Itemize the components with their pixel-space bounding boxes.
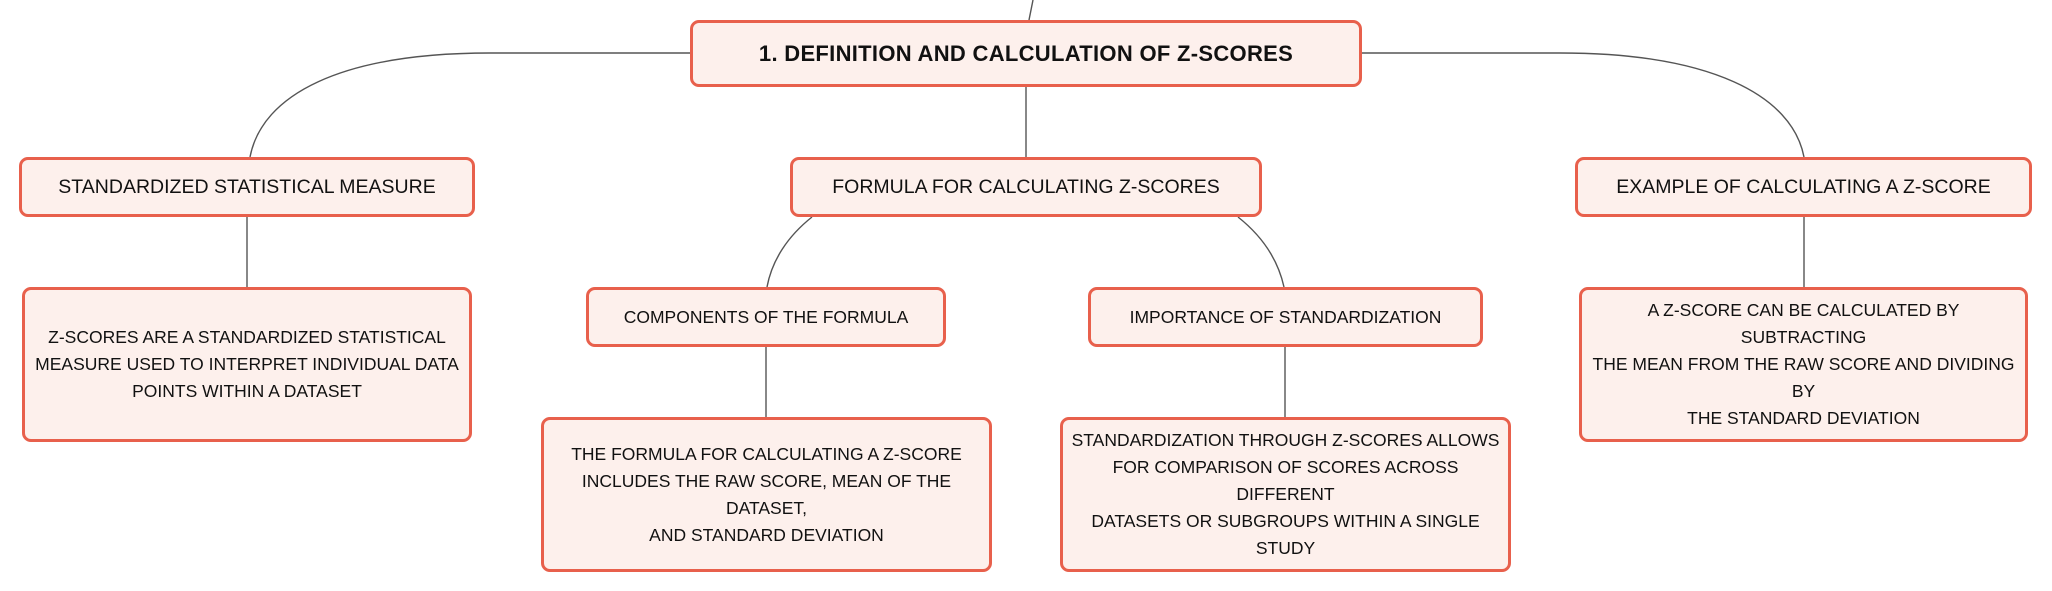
connector-root-to-example [1362, 53, 1804, 157]
detail-line: FOR COMPARISON OF SCORES ACROSS DIFFERENT [1112, 457, 1459, 504]
detail-line: STANDARDIZATION THROUGH Z-SCORES ALLOWS [1071, 430, 1500, 450]
detail-line: AND STANDARD DEVIATION [649, 524, 884, 545]
detail-text [548, 441, 985, 549]
detail-text [1586, 297, 2021, 432]
topic-formula-for-calculating[interactable] [790, 157, 1262, 217]
root-topic-node[interactable] [690, 20, 1362, 87]
subtopic-components-of-formula[interactable] [586, 287, 946, 347]
topic-label: STANDARDIZED STATISTICAL MEASURE [58, 175, 436, 198]
topic-standardized-statistical-measure[interactable] [19, 157, 475, 217]
detail-importance-of-standardization[interactable] [1060, 417, 1511, 572]
subtopic-label: COMPONENTS OF THE FORMULA [623, 306, 909, 327]
topic-label: FORMULA FOR CALCULATING Z-SCORES [832, 175, 1220, 198]
subtopic-importance-of-standardization[interactable] [1088, 287, 1483, 347]
detail-example-calculation[interactable] [1579, 287, 2028, 442]
topic-example-of-calculating[interactable] [1575, 157, 2032, 217]
connector-formula-to-components [767, 217, 812, 287]
connector-formula-to-importance [1238, 217, 1284, 287]
detail-standardized-measure[interactable] [22, 287, 472, 442]
detail-text [35, 324, 459, 405]
detail-line: POINTS WITHIN A DATASET [132, 381, 362, 401]
detail-text [1067, 427, 1504, 562]
subtopic-label: IMPORTANCE OF STANDARDIZATION [1129, 306, 1442, 327]
detail-line: THE STANDARD DEVIATION [1687, 408, 1920, 428]
root-topic-label: 1. DEFINITION AND CALCULATION OF Z-SCORES [758, 40, 1294, 66]
detail-line: THE FORMULA FOR CALCULATING A Z-SCORE [571, 443, 962, 464]
detail-line: Z-SCORES ARE A STANDARDIZED STATISTICAL [48, 327, 446, 347]
detail-line: A Z-SCORE CAN BE CALCULATED BY SUBTRACTING [1647, 300, 1960, 347]
detail-line: MEASURE USED TO INTERPRET INDIVIDUAL DATA [35, 354, 459, 374]
detail-line: THE MEAN FROM THE RAW SCORE AND DIVIDING BY [1592, 354, 2015, 401]
detail-line: DATASETS OR SUBGROUPS WITHIN A SINGLE STUDY [1091, 511, 1480, 558]
detail-line: INCLUDES THE RAW SCORE, MEAN OF THE DATASET, [581, 470, 952, 518]
detail-components-of-formula[interactable] [541, 417, 992, 572]
connector-parent-in [1029, 0, 1033, 20]
topic-label: EXAMPLE OF CALCULATING A Z-SCORE [1616, 175, 1991, 198]
connector-root-to-standardized [250, 53, 690, 157]
